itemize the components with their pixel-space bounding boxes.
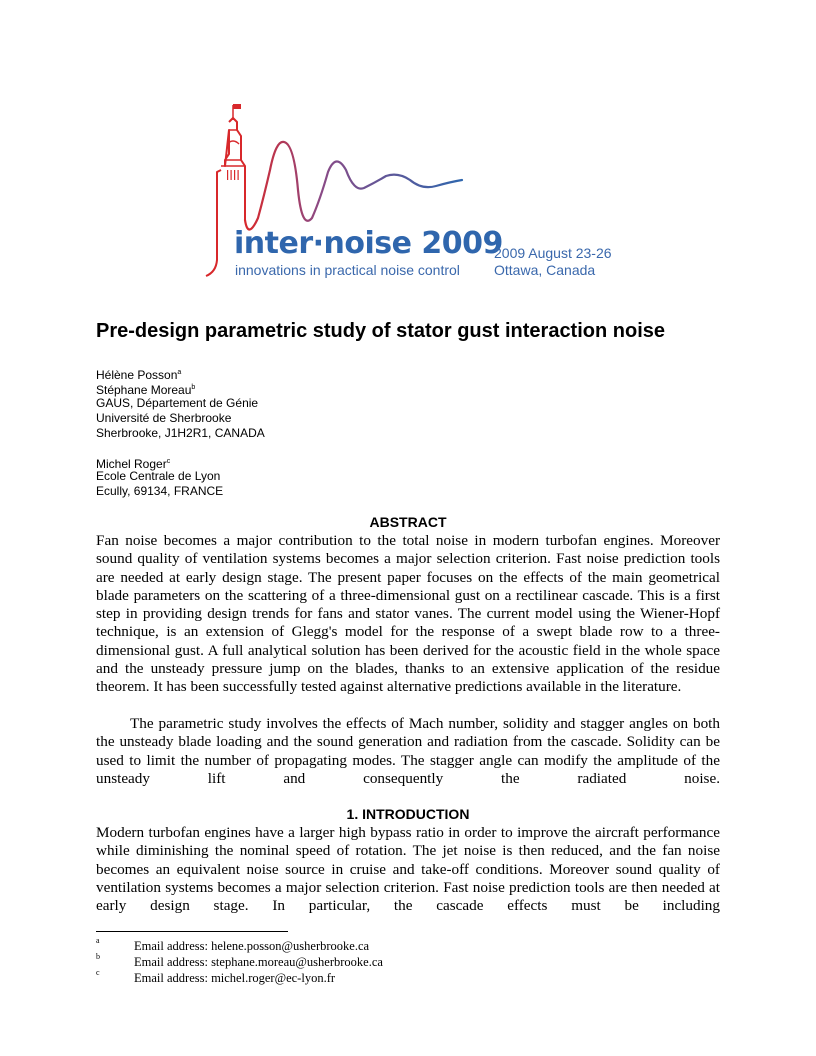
author-name: Stéphane Moreau — [96, 383, 192, 397]
footnote-divider — [96, 931, 288, 932]
author-mark: c — [166, 458, 171, 465]
affiliation-line: GAUS, Département de Génie — [96, 396, 259, 410]
abstract-paragraph: The parametric study involves the effects of Mach number, solidity and stagger angles on both the unsteady blade loading and the sound generation and radiation from the cascade. Solidity can be used to limit the number of propagating modes. The stagger angle can modify the amplitude of the unsteady lift and consequently the radiated noise. — [96, 715, 720, 787]
author-mark: a — [177, 369, 182, 376]
author-mark: b — [191, 384, 196, 391]
conference-name: inter·noise 2009 — [234, 226, 503, 261]
conference-location: Ottawa, Canada — [494, 262, 596, 278]
intro-paragraph: Modern turbofan engines have a larger high bypass ratio in order to improve the aircraft performance while diminishing the nominal speed of rotation. The jet noise is then reduced, and the fan noise becomes an equivalent noise source in cruise and take-off conditions. Moreover sound quality of ventilation systems becomes a major selection criterion. Fast noise prediction tools are then needed at early design stage. In particular, the cascade effects must be including — [96, 824, 720, 915]
footnote-mark: c — [96, 968, 100, 977]
author-name: Hélène Posson — [96, 368, 178, 382]
paper-title: Pre-design parametric study of stator gust interaction noise — [96, 320, 666, 342]
conference-tagline: innovations in practical noise control — [235, 262, 460, 278]
author-name: Michel Roger — [96, 457, 167, 471]
affiliation-line: Ecully, 69134, FRANCE — [96, 484, 224, 498]
conference-date: 2009 August 23-26 — [494, 245, 612, 261]
footnote-text: Email address: helene.posson@usherbrooke.ca — [134, 939, 370, 953]
footnote-mark: a — [96, 936, 100, 945]
affiliation-line: Sherbrooke, J1H2R1, CANADA — [96, 426, 265, 440]
section-heading: 1. INTRODUCTION — [346, 806, 470, 822]
footnote-text: Email address: michel.roger@ec-lyon.fr — [134, 971, 336, 985]
footnote-mark: b — [96, 952, 100, 961]
footnote-text: Email address: stephane.moreau@usherbrooke.ca — [134, 955, 383, 969]
abstract-heading: ABSTRACT — [369, 514, 447, 530]
affiliation-line: Université de Sherbrooke — [96, 411, 232, 425]
abstract-paragraph: Fan noise becomes a major contribution to the total noise in modern turbofan engines. Moreover sound quality of ventilation systems becomes a major selection criterion. Fast noise prediction tools are needed at early design stage. The present paper focuses on the effects of the main geometrical blade parameters on the scattering of a three-dimensional gust on a rectilinear cascade. This is a first step in providing design trends for fans and stator vanes. The current model using the Wiener-Hopf technique, is an extension of Glegg's model for the response of a swept blade row to a three-dimensional gust. A full analytical solution has been derived for the acoustic field in the whole space and the unsteady pressure jump on the blades, thanks to an extensive application of the residue theorem. It has been successfully tested against alternative predictions available in the literature. — [96, 532, 720, 696]
affiliation-line: Ecole Centrale de Lyon — [96, 469, 221, 483]
